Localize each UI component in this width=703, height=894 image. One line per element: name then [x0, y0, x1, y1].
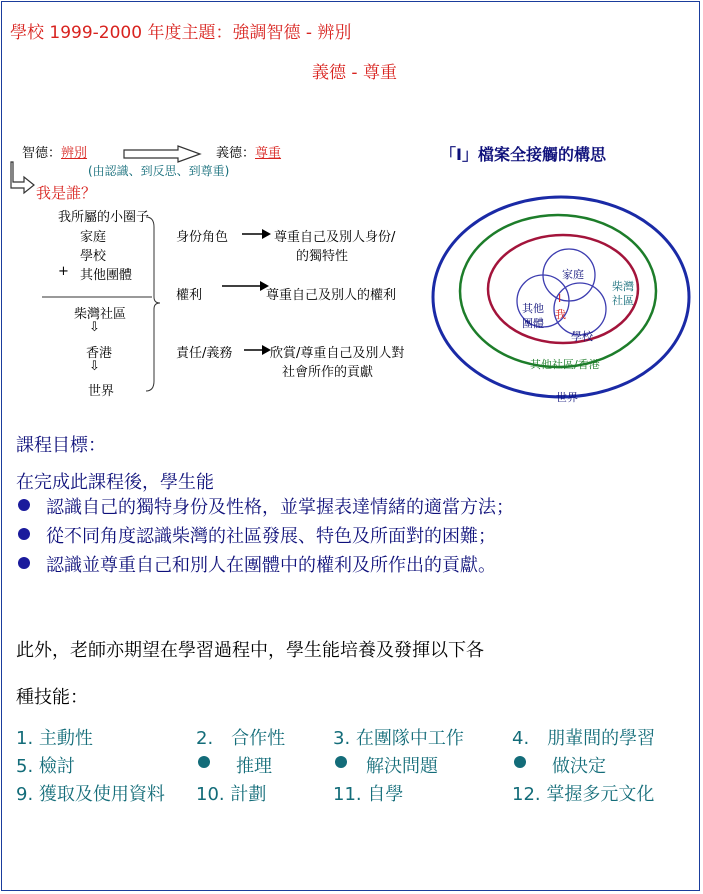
- arrow-right-icon: [242, 228, 272, 240]
- relation-duty-left: 責任/義務: [176, 346, 233, 361]
- zhide-label-group: [22, 142, 87, 161]
- skill-8: 做決定: [552, 756, 606, 777]
- venn-me-mark: I: [558, 292, 562, 305]
- skill-3: 3. 在團隊中工作: [333, 728, 464, 749]
- objective-item-1: 認識自己的獨特身份及性格，並掌握表達情緒的適當方法；: [46, 497, 514, 518]
- down-arrow-icon: ⇩: [89, 359, 100, 374]
- who-am-i: 我是誰？: [36, 184, 97, 202]
- skill-4: 4. 朋輩間的學習: [512, 728, 656, 749]
- hongkong-label: 香港: [86, 346, 113, 361]
- down-arrow-icon: ⇩: [89, 320, 100, 335]
- zhide-to-yide-arrow: [122, 144, 204, 164]
- circle-heading: 我所屬的小圈子: [58, 210, 150, 225]
- venn-chaiwan-1: 柴灣: [612, 280, 634, 293]
- concept-title: 「I」檔案全接觸的構思: [440, 145, 606, 164]
- plus-sign: +: [58, 264, 69, 279]
- venn-world: 世界: [556, 391, 578, 404]
- header-theme-line1: 學校 1999-2000 年度主題：強調智德 - 辨別: [10, 23, 352, 43]
- objective-item-2: 從不同角度認識柴灣的社區發展、特色及所面對的困難；: [46, 526, 496, 547]
- skill-1: 1. 主動性: [16, 728, 93, 749]
- zhide-label: 智德：: [22, 146, 62, 161]
- relation-duty-right-1: 欣賞/尊重自己及別人對: [270, 346, 405, 361]
- skill-2: 2. 合作性: [196, 728, 286, 749]
- venn-chaiwan-2: 社區: [612, 294, 634, 307]
- zhide-value: 辨別: [61, 146, 88, 161]
- header-theme-line2: 義德 - 尊重: [312, 63, 397, 83]
- world-label: 世界: [88, 384, 115, 399]
- bullet-icon: [18, 499, 30, 511]
- venn-other-group-1: 其他: [522, 302, 544, 315]
- skill-11: 11. 自學: [333, 784, 404, 805]
- bullet-icon: [514, 756, 526, 768]
- venn-me: 我: [555, 308, 566, 321]
- venn-other-group-2: 團體: [522, 317, 544, 330]
- venn-school: 學校: [571, 330, 593, 343]
- process-note: (由認識、到反思、到尊重): [88, 164, 230, 178]
- skills-intro-line2: 種技能：: [16, 687, 88, 708]
- circle-item-family: 家庭: [80, 230, 107, 245]
- circle-item-other: 其他團體: [80, 268, 133, 283]
- venn-family: 家庭: [562, 268, 584, 281]
- objectives-intro: 在完成此課程後，學生能: [16, 472, 214, 493]
- bullet-icon: [198, 756, 210, 768]
- bent-arrow-icon: [10, 160, 38, 196]
- yide-value: 尊重: [255, 146, 282, 161]
- skill-9: 9. 獲取及使用資料: [16, 784, 165, 805]
- relation-identity-left: 身份角色: [176, 230, 229, 245]
- relation-duty-right-2: 社會所作的貢獻: [282, 365, 374, 380]
- arrow-right-icon: [222, 280, 270, 292]
- arrow-right-icon: [244, 344, 272, 356]
- skill-5: 5. 檢討: [16, 756, 75, 777]
- skill-6: 推理: [236, 756, 272, 777]
- bullet-icon: [18, 557, 30, 569]
- venn-other-community: 其他社區/香港: [530, 358, 600, 371]
- objectives-heading: 課程目標：: [16, 435, 106, 456]
- relation-identity-right-1: 尊重自己及別人身份/: [274, 230, 396, 245]
- skills-intro-line1: 此外，老師亦期望在學習過程中，學生能培養及發揮以下各: [16, 640, 484, 661]
- relation-rights-left: 權利: [176, 288, 203, 303]
- community-label: 柴灣社區: [74, 307, 127, 322]
- bullet-icon: [18, 528, 30, 540]
- skill-12: 12. 掌握多元文化: [512, 784, 655, 805]
- yide-label-group: [216, 142, 281, 161]
- circle-item-school: 學校: [80, 249, 107, 264]
- skill-10: 10. 計劃: [196, 784, 267, 805]
- bullet-icon: [335, 756, 347, 768]
- objective-item-3: 認識並尊重自己和別人在團體中的權利及所作出的貢獻。: [46, 555, 496, 576]
- yide-label: 義德：: [216, 146, 256, 161]
- skill-7: 解決問題: [366, 756, 438, 777]
- relation-identity-right-2: 的獨特性: [296, 249, 349, 264]
- relation-rights-right: 尊重自己及別人的權利: [266, 288, 397, 303]
